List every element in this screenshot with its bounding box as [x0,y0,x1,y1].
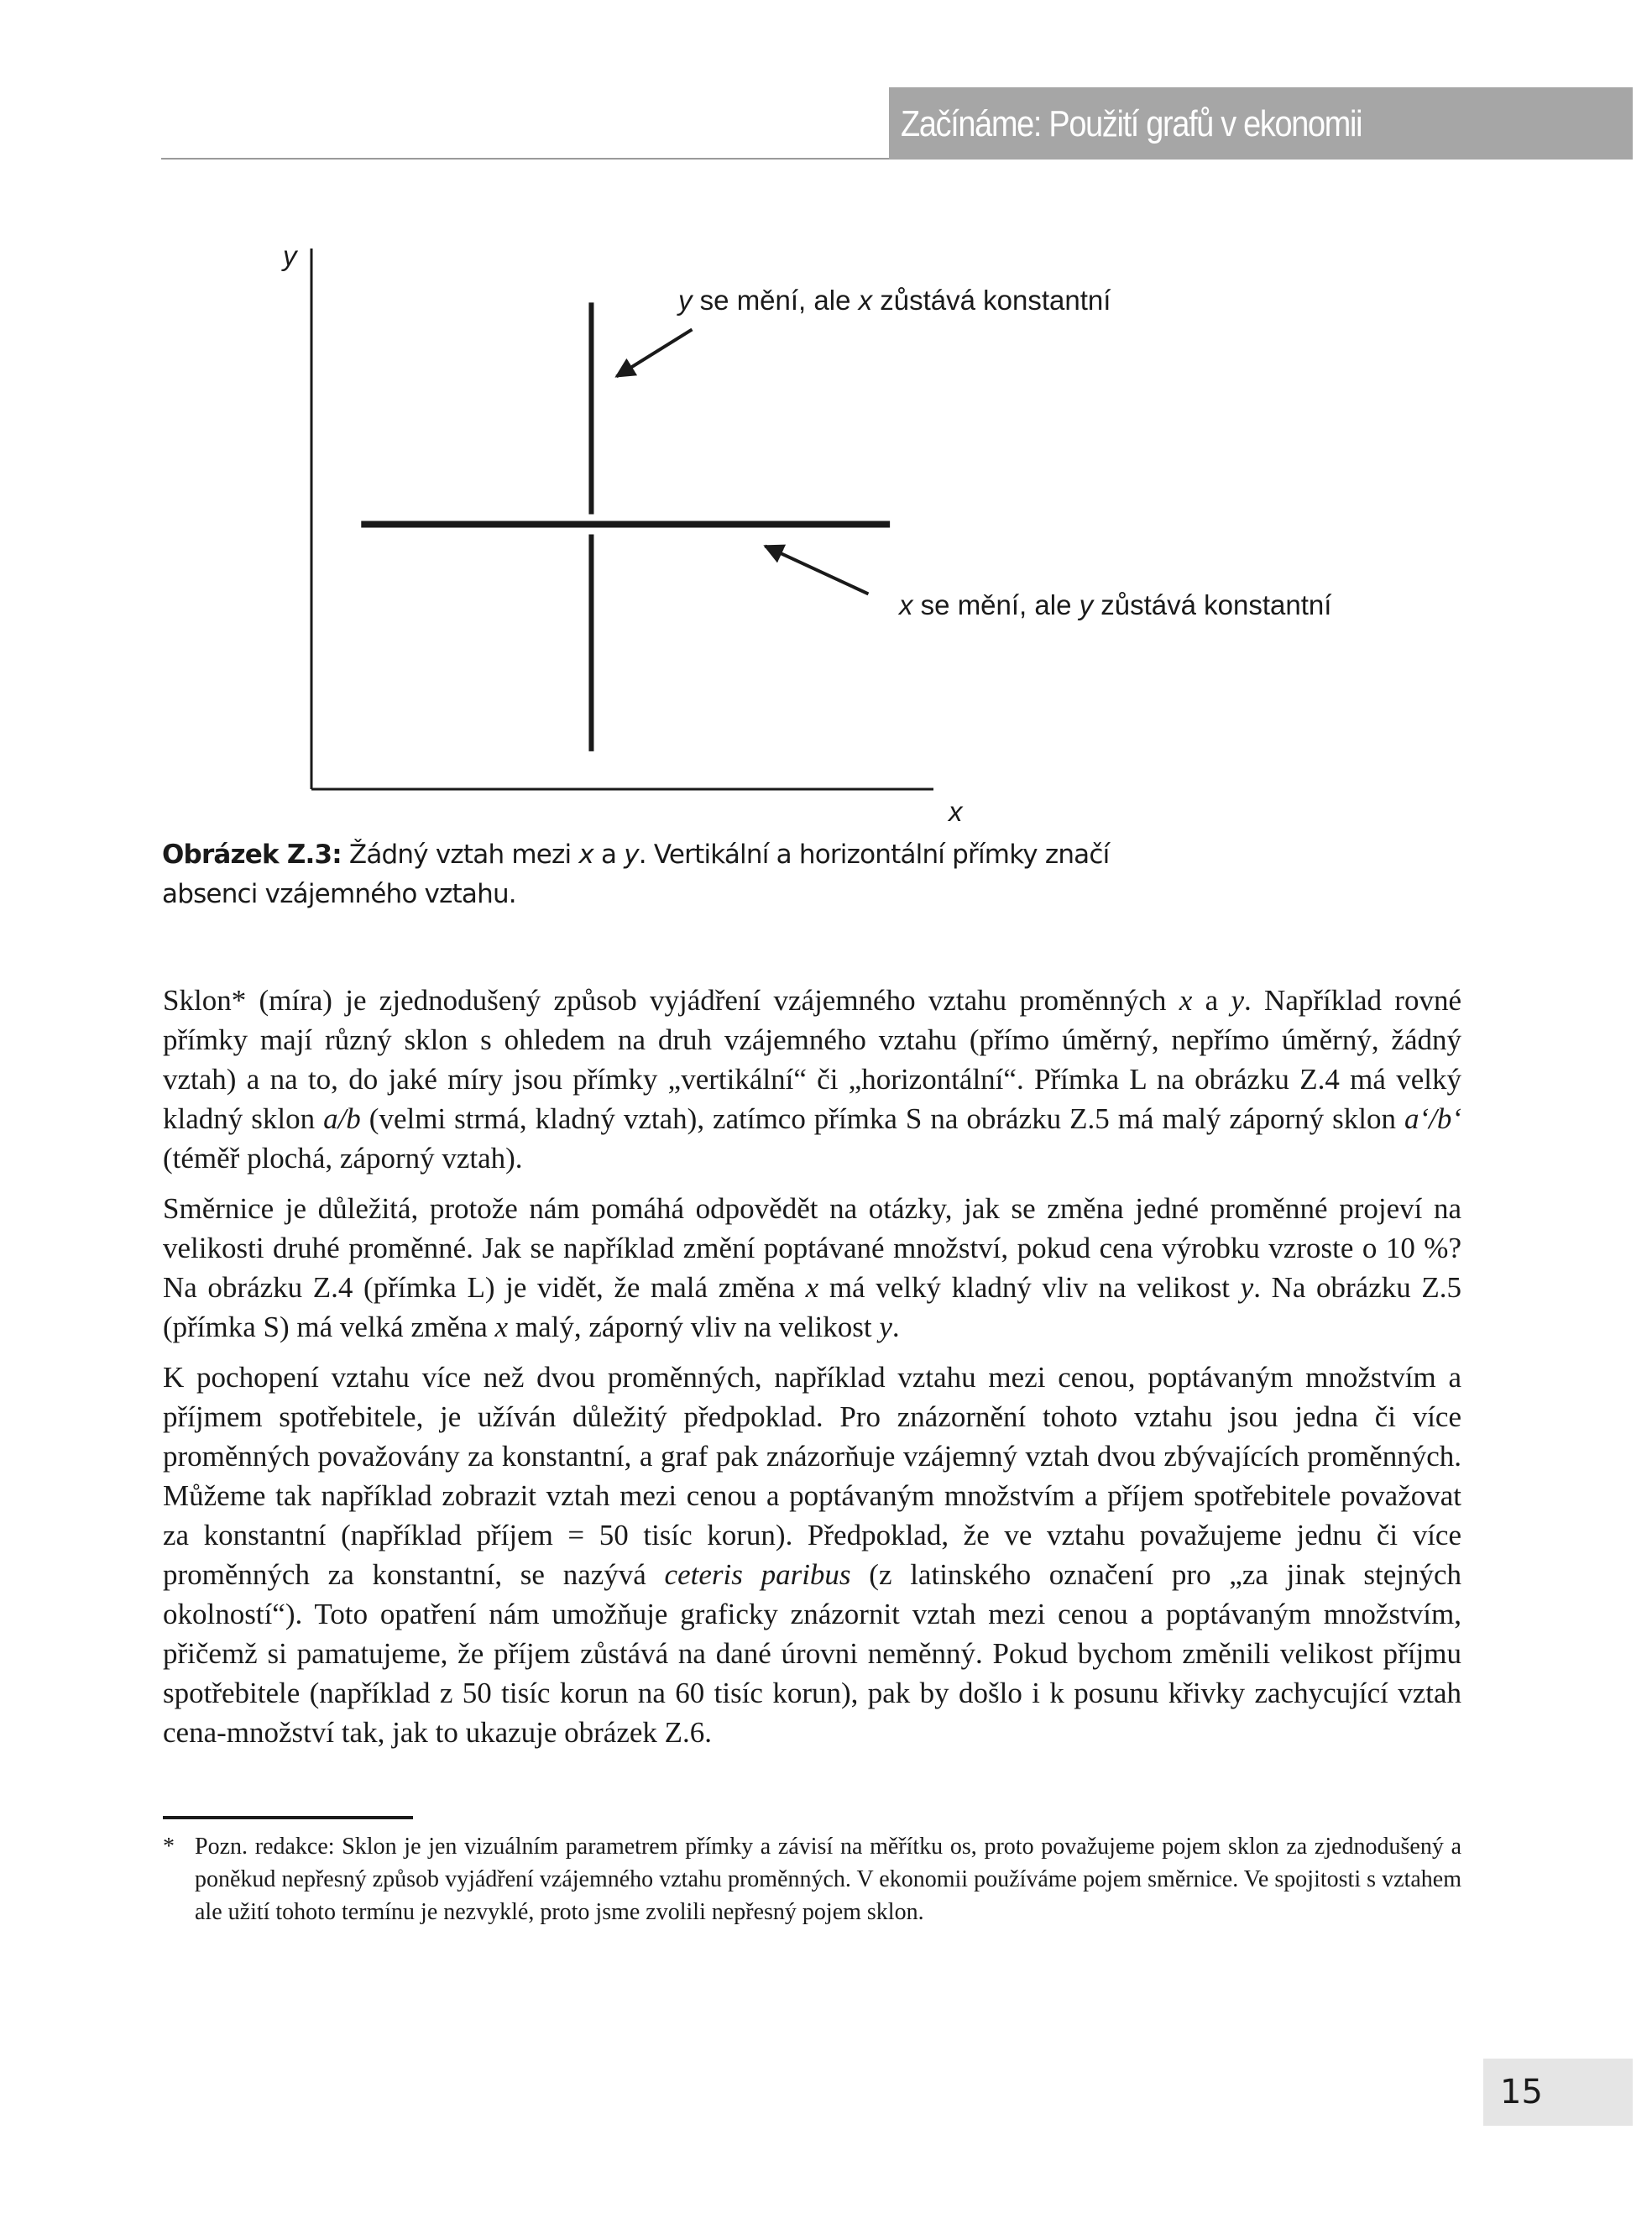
text-run: malý, záporný vliv na velikost [508,1311,880,1343]
x-axis-label: x [949,796,963,827]
figure-z3-chart [0,0,1652,840]
italic-run: x [494,1311,509,1343]
italic-run: y [1231,984,1244,1017]
page-number: 15 [1500,2073,1543,2111]
italic-run: y [624,840,639,870]
italic-run: x [1179,984,1193,1017]
italic-run: x [805,1271,819,1304]
figure-caption [162,835,1169,914]
italic-run: a‘/b‘ [1404,1102,1461,1135]
annotation-arrow-vertical [616,329,692,376]
running-header-title: Začínáme: Použití grafů v ekonomii [901,103,1362,144]
annotation-text-run: se mění, ale [692,285,859,316]
text-run: . Na obrázku Z.5 (přímka S) má velká změna [163,1271,1462,1343]
annotation-text-run: x [899,589,913,620]
italic-run: ceteris paribus [664,1558,851,1591]
text-run: Žádný vztah mezi [341,840,579,870]
italic-run: a/b [323,1102,361,1135]
annotation-horizontal-label [897,589,1331,620]
annotation-arrow-horizontal [765,546,868,594]
annotation-text-run: se mění, ale [912,589,1080,620]
annotation-text-run: y [1079,589,1094,620]
paragraph [163,981,1461,1178]
text-run: má velký kladný vliv na velikost [818,1271,1241,1304]
footnote [163,1830,1461,1928]
caption-label: Obrázek Z.3: [162,840,342,870]
text-run: . [891,1311,900,1343]
footnote-rule [163,1816,413,1819]
footnote-mark: * [163,1834,175,1860]
text-run: a [593,840,625,870]
y-axis-label: y [283,240,297,271]
text-run: . Například rovné přímky mají různý sklon s ohledem na druh vzájemného vztahu (přímo úměrný, nepřímo úměrný, žádný vztah) a na to, do jaké míry jsou přímky „vertikální“ či „horizontální“. Přímka L na obrázku Z.4 má velký kladný sklon [163,984,1461,1135]
text-run: a [1192,984,1231,1017]
paragraph [163,1189,1461,1347]
text-run: Sklon* (míra) je zjednodušený způsob vyjádření vzájemného vztahu proměnných [163,984,1179,1017]
annotation-text-run: y [678,285,693,316]
text-run: (téměř plochá, záporný vztah). [163,1142,523,1175]
body-text [163,981,1461,1763]
annotation-vertical-label [677,285,1111,316]
text-run: (velmi strmá, kladný vztah), zatímco přímka S na obrázku Z.5 má malý záporný sklon [360,1102,1404,1135]
text-run: (z latinského označení pro „za jinak stejných okolností“). Toto opatření nám umožňuje graficky znázornit vztah mezi cenou a poptávaným množstvím, přičemž si pamatujeme, že příjem zůstává na dané úrovni neměnný. Pokud bychom změnili velikost příjmu spotřebitele (například z 50 tisíc korun na 60 tisíc korun), pak by došlo i k posunu křivky zachycující vztah cena-množství tak, jak to ukazuje obrázek Z.6. [163,1558,1461,1749]
paragraph [163,1358,1461,1752]
annotation-text-run: x [858,285,873,316]
text-run: K pochopení vztahu více než dvou proměnných, například vztahu mezi cenou, poptávaným množstvím a příjmem spotřebitele, je užíván důležitý předpoklad. Pro znázornění tohoto vztahu jsou jedna či více proměnných považovány za konstantní, a graf pak znázorňuje vzájemný vztah dvou zbývajících proměnných. Můžeme tak například zobrazit vztah mezi cenou a poptávaným množstvím a příjem spotřebitele považovat za konstantní (například příjem = 50 tisíc korun). Předpoklad, že ve vztahu považujeme jednu či více proměnných za konstantní, se nazývá [163,1361,1461,1591]
annotation-text-run: zůstává konstantní [1093,589,1332,620]
italic-run: x [578,840,593,870]
text-run: Směrnice je důležitá, protože nám pomáhá odpovědět na otázky, jak se změna jedné proměnné projeví na velikosti druhé proměnné. Jak se například změní poptávané množství, pokud cena výrobku vzroste o 10 %? Na obrázku Z.4 (přímka L) je vidět, že malá změna [163,1192,1461,1304]
annotation-text-run: zůstává konstantní [872,285,1111,316]
italic-run: y [1240,1271,1254,1304]
italic-run: y [879,1311,892,1343]
footnote-text: Pozn. redakce: Sklon je jen vizuálním parametrem přímky a závisí na měřítku os, proto považujeme pojem sklon za zjednodušený a poněkud nepřesný způsob vyjádření vzájemného vztahu proměnných. V ekonomii používáme pojem směrnice. Ve spojitosti s vztahem ale užití tohoto termínu je nezvyklé, proto jsme zvolili nepřesný pojem sklon. [195,1834,1461,1925]
text-run: . Vertikální a horizontální přímky značí absenci vzájemného vztahu. [162,840,1110,909]
